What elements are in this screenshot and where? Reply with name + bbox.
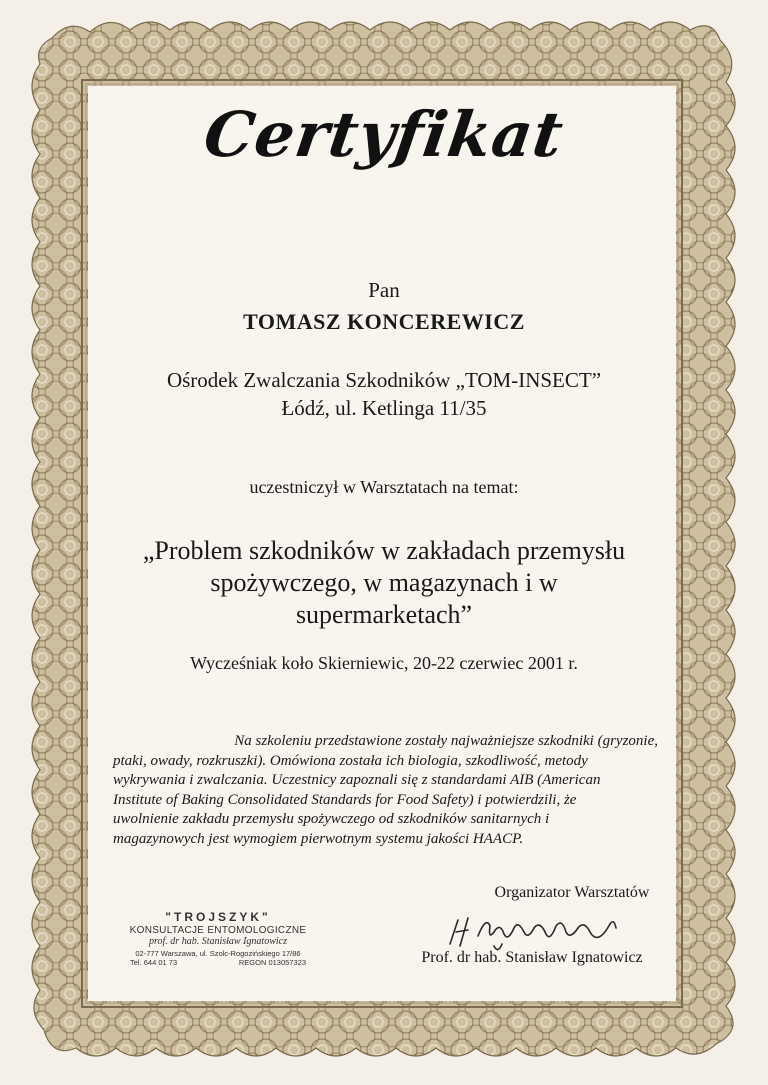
- organization-stamp: [118, 910, 318, 967]
- stamp-regon: REGON 013057323: [238, 958, 306, 967]
- place-date: Wycześniak koło Skierniewic, 20-22 czerwiec 2001 r.: [190, 653, 578, 673]
- signatory-name: Prof. dr hab. Stanisław Ignatowicz: [421, 949, 643, 966]
- description-line: Institute of Baking Consolidated Standards for Food Safety) i potwierdzili, że: [113, 791, 577, 808]
- description-line: Na szkoleniu przedstawione zostały najważniejsze szkodniki (gryzonie,: [234, 733, 658, 749]
- workshop-topic: [0, 535, 768, 631]
- stamp-subtitle: KONSULTACJE ENTOMOLOGICZNE: [129, 925, 307, 936]
- certificate-title: Certyfikat: [199, 98, 569, 171]
- stamp-name: "TROJSZYK": [165, 910, 271, 924]
- stamp-phone: Tel. 644 01 73: [130, 958, 178, 967]
- salutation: Pan: [368, 278, 400, 302]
- recipient-name: TOMASZ KONCEREWICZ: [243, 309, 525, 334]
- description-line: uwolnienie zakładu przemysłu spożywczego od szkodników sanitarnych i: [113, 811, 550, 827]
- description-line: magazynowych jest wymogiem pierwotnym systemu jakości HAACP.: [113, 830, 524, 847]
- participation-text: uczestniczył w Warsztatach na temat:: [249, 477, 519, 497]
- topic-line: supermarketach”: [295, 600, 473, 629]
- topic-line: spożywczego, w magazynach i w: [210, 568, 558, 597]
- description-line: ptaki, owady, rozkruszki). Omówiona została ich biologia, szkodliwość, metody: [113, 752, 588, 769]
- stamp-address: 02-777 Warszawa, ul. Szolc-Rogozińskiego 17/86: [135, 949, 301, 958]
- address-line: Łódź, ul. Ketlinga 11/35: [281, 396, 487, 420]
- organizer-label: Organizator Warsztatów: [494, 884, 650, 901]
- description-paragraph: [113, 732, 658, 849]
- description-line: wykrywania i zwalczania. Uczestnicy zapoznali się z standardami AIB (American: [113, 772, 601, 788]
- stamp-contact: [118, 958, 318, 967]
- topic-line: „Problem szkodników w zakładach przemysłu: [142, 536, 626, 565]
- stamp-person: prof. dr hab. Stanisław Ignatowicz: [149, 936, 287, 947]
- organization-line: Ośrodek Zwalczania Szkodników „TOM-INSECT”: [166, 368, 602, 392]
